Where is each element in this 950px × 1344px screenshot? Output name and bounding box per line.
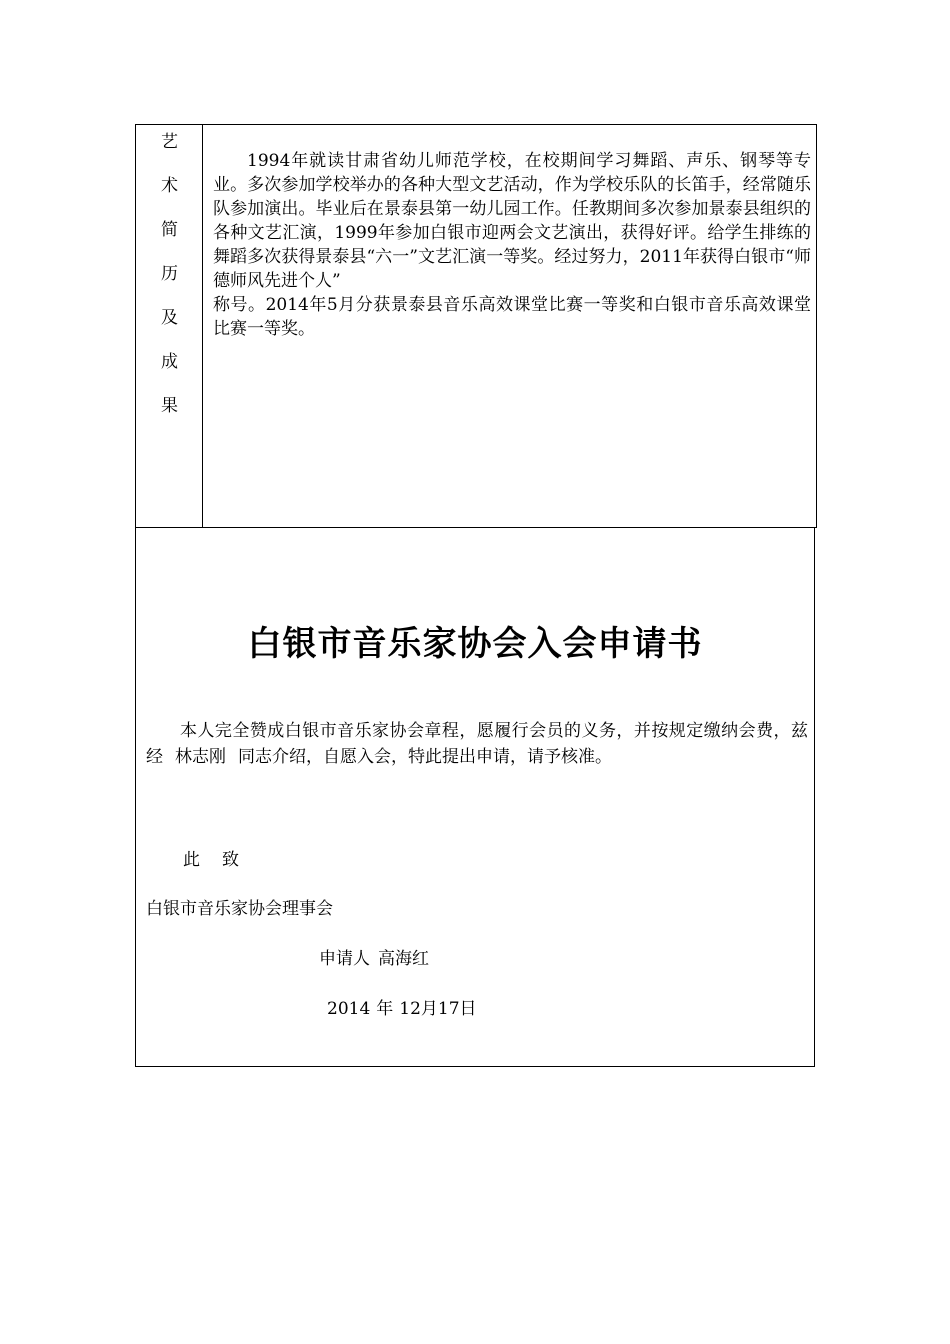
resume-paragraph: 称号。2014年5月分获景泰县音乐高效课堂比赛一等奖和白银市音乐高效课堂比赛一等奖。: [213, 295, 811, 339]
date-year: 2014: [327, 999, 371, 1019]
label-char: 历: [161, 264, 178, 284]
application-title: 白银市音乐家协会入会申请书: [247, 624, 703, 664]
introducer-name: 林志刚: [175, 747, 226, 767]
label-char: 及: [161, 308, 178, 328]
recipient: 白银市音乐家协会理事会: [146, 899, 333, 919]
body-text: 同志介绍，自愿入会，特此提出申请，请予核准。: [238, 747, 612, 767]
salutation-part: 致: [222, 850, 239, 870]
applicant-name: 高海红: [378, 949, 429, 969]
label-char: 成: [161, 352, 178, 372]
label-char: 果: [161, 396, 178, 416]
date-month-day: 12月17日: [399, 999, 477, 1019]
application-date: [327, 994, 477, 1019]
resume-paragraph: 1994年就读甘肃省幼儿师范学校，在校期间学习舞蹈、声乐、钢琴等专业。多次参加学校举办的各种大型文艺活动，作为学校乐队的长笛手，经常随乐队参加演出。毕业后在景泰县第一幼儿园工作。任教期间多次参加景泰县组织的各种文艺汇演，1999年参加白银市迎两会文艺演出，获得好评。给学生排练的舞蹈多次获得景泰县“六一”文艺汇演一等奖。经过努力，2011年获得白银市“师德师风先进个人”: [213, 151, 811, 291]
body-text: 本人完全赞成白银市音乐家协会章程，愿履行会员的义务，并按规定缴纳会费，兹经: [146, 721, 808, 767]
application-body: [146, 718, 808, 770]
applicant-label: 申请人: [319, 949, 370, 969]
resume-table: [135, 124, 817, 528]
salutation: [183, 845, 239, 870]
resume-content: [213, 149, 811, 341]
salutation-part: 此: [183, 850, 200, 870]
resume-label-column: [136, 125, 203, 527]
applicant-line: [319, 944, 429, 969]
label-char: 术: [161, 176, 178, 196]
application-box: [135, 528, 815, 1067]
label-char: 艺: [161, 132, 178, 152]
date-year-unit: 年: [376, 999, 394, 1019]
label-char: 简: [161, 220, 178, 240]
